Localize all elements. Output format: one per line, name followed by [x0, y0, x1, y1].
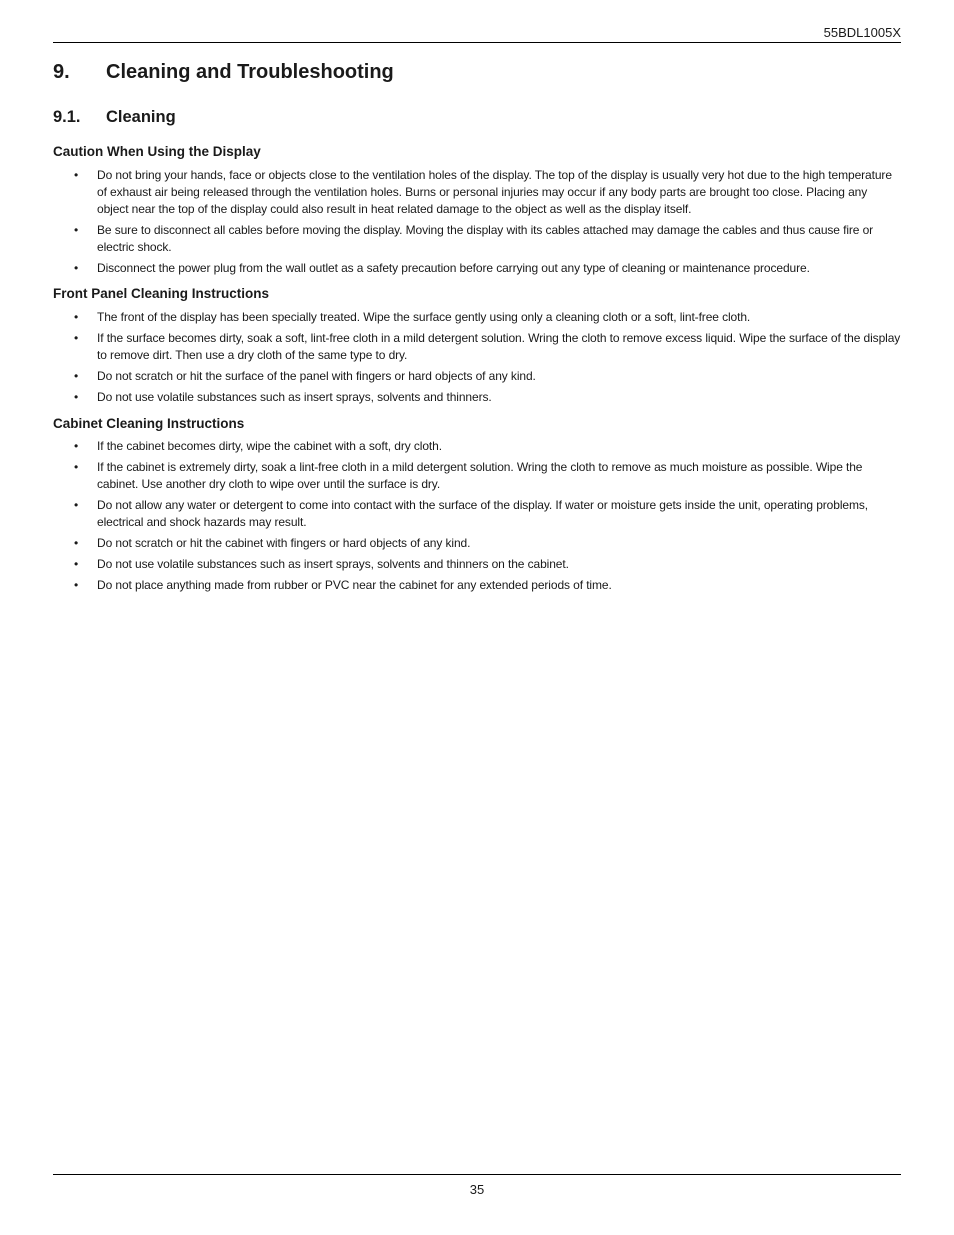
header-rule [53, 42, 901, 43]
bullet-list [53, 438, 901, 598]
bullet-icon: • [74, 460, 79, 474]
bullet-icon: • [74, 557, 79, 571]
list-item: • Do not place anything made from rubber or PVC near the cabinet for any extended periods of time. [74, 578, 612, 592]
list-item: • Do not scratch or hit the surface of the panel with fingers or hard objects of any kind. [74, 369, 536, 383]
subsection-title: Front Panel Cleaning Instructions [53, 286, 270, 301]
section-number: 9.1. [53, 108, 81, 126]
subsection-title: Caution When Using the Display [53, 144, 261, 159]
page-header-model: 55BDL1005X [823, 25, 901, 40]
bullet-icon: • [74, 536, 79, 550]
chapter-title: Cleaning and Troubleshooting [106, 61, 394, 83]
bullet-icon: • [74, 369, 79, 383]
chapter-heading [53, 61, 394, 84]
bullet-icon: • [74, 439, 79, 453]
footer-rule [53, 1174, 901, 1175]
list-item: • The front of the display has been specially treated. Wipe the surface gently using only a cleaning cloth or a soft, lint-free cloth. [74, 310, 751, 324]
list-item: • Do not scratch or hit the cabinet with fingers or hard objects of any kind. [74, 536, 471, 550]
subsection-title: Cabinet Cleaning Instructions [53, 416, 245, 431]
list-item: • Do not use volatile substances such as insert sprays, solvents and thinners on the cabinet. [74, 557, 569, 571]
list-item: • Do not use volatile substances such as insert sprays, solvents and thinners. [74, 390, 492, 404]
list-item: • If the cabinet becomes dirty, wipe the cabinet with a soft, dry cloth. [74, 439, 442, 453]
list-item: • If the surface becomes dirty, soak a soft, lint-free cloth in a mild detergent solution. Wring the cloth to remove excess liquid. Wipe the surface of the display to remove dirt. Then use a dry cloth of the same type to dry. [74, 331, 901, 362]
bullet-icon: • [74, 261, 79, 275]
chapter-number: 9. [53, 61, 70, 83]
bullet-list [53, 309, 901, 410]
bullet-icon: • [74, 168, 79, 182]
list-item: • Disconnect the power plug from the wall outlet as a safety precaution before carrying out any type of cleaning or maintenance procedure. [74, 261, 810, 275]
list-item: • Be sure to disconnect all cables before moving the display. Moving the display with its cables attached may damage the cables and thus cause fire or electric shock. [74, 223, 874, 254]
bullet-icon: • [74, 390, 79, 404]
section-heading [53, 108, 176, 127]
bullet-icon: • [74, 223, 79, 237]
list-item: • If the cabinet is extremely dirty, soak a lint-free cloth in a mild detergent solution. Wring the cloth to remove as much moisture as possible. Wipe the cabinet. Use another dry cloth to wipe over until the surface is dry. [74, 460, 863, 491]
bullet-list [53, 167, 901, 281]
bullet-icon: • [74, 498, 79, 512]
list-item: • Do not allow any water or detergent to come into contact with the surface of the display. If water or moisture gets inside the unit, operating problems, electrical and shock hazards may result. [74, 498, 868, 529]
bullet-icon: • [74, 578, 79, 592]
list-item: • Do not bring your hands, face or objects close to the ventilation holes of the display. The top of the display is usually very hot due to the high temperature of exhaust air being released through the ventilation holes. Burns or personal injuries may occur if any body parts are brought too close. Placing any object near the top of the display could also result in heat related damage to the object as well as the display itself. [74, 168, 892, 216]
section-title: Cleaning [106, 108, 176, 126]
page-number: 35 [469, 1182, 485, 1197]
bullet-icon: • [74, 310, 79, 324]
bullet-icon: • [74, 331, 79, 345]
